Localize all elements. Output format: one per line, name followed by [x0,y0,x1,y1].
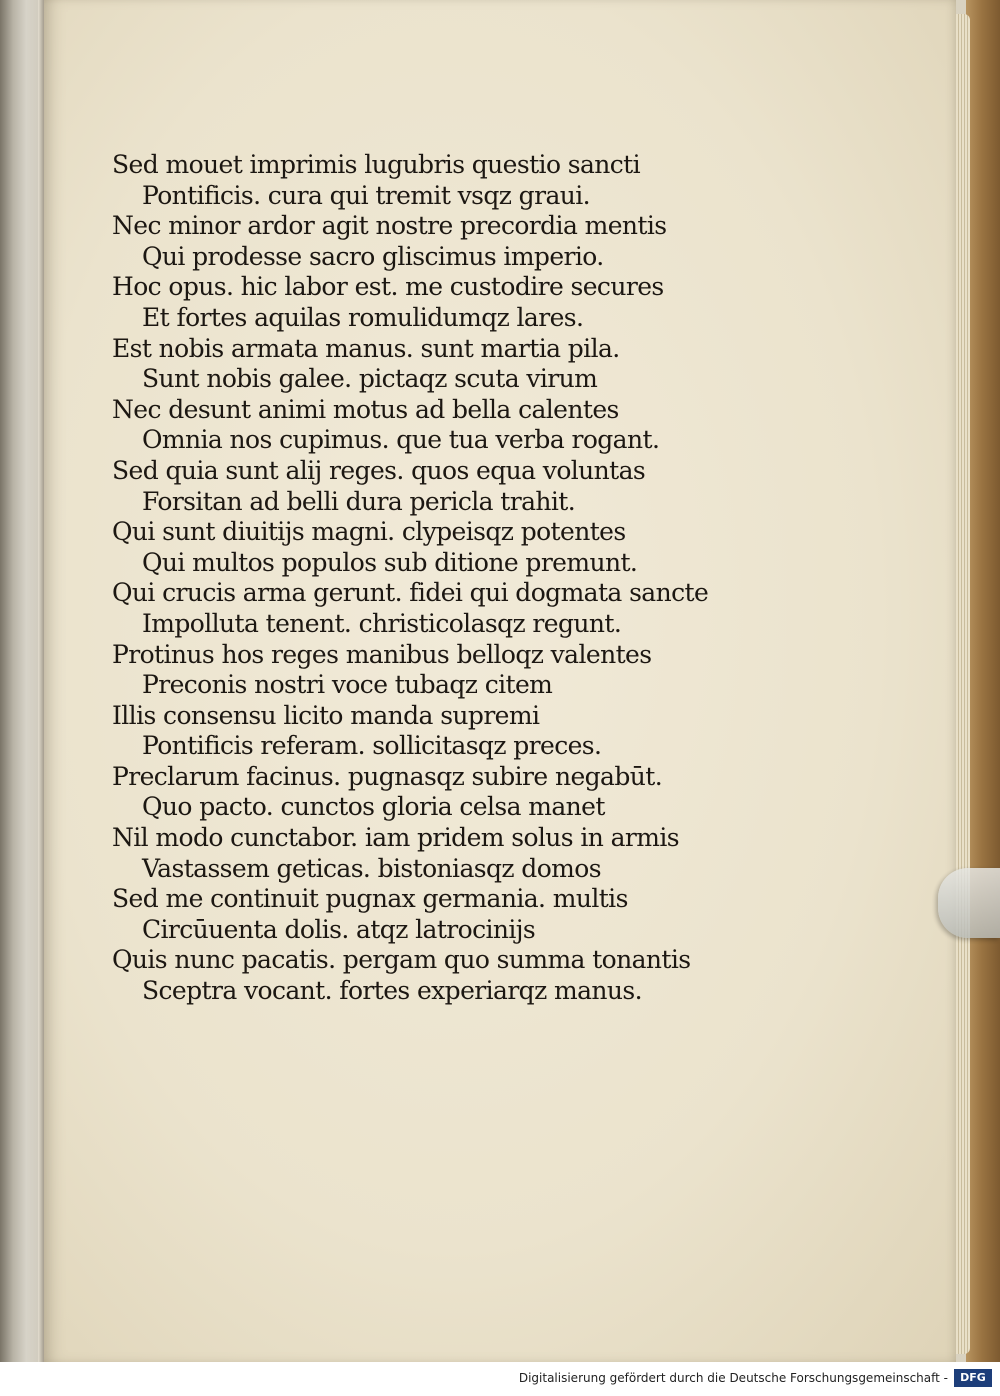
verse-line: Pontificis. cura qui tremit vsqz graui. [142,180,590,210]
verse-line: Sed mouet imprimis lugubris questio sancti [112,150,641,179]
page-clip [938,868,1000,938]
verse-line: Preclarum facinus. pugnasqz subire negabūt. [112,761,663,791]
verse-line: Sed me continuit pugnax germania. multis [112,884,628,914]
verse-line: Illis consensu licito manda supremi [112,700,540,730]
verse-line: Nec minor ardor agit nostre precordia mentis [112,211,667,241]
verse-line: Qui prodesse sacro gliscimus imperio. [142,241,604,271]
verse-line: Circūuenta dolis. atqz latrocinijs [142,914,536,944]
verse-line: Est nobis armata manus. sunt martia pila. [112,333,620,363]
verse-line: Forsitan ad belli dura pericla trahit. [142,486,576,516]
verse-line: Qui sunt diuitijs magni. clypeisqz potentes [112,517,626,547]
verse-line: Sceptra vocant. fortes experiarqz manus. [142,976,642,1006]
verse-line: Et fortes aquilas romulidumqz lares. [142,302,584,332]
verse-line: Sed quia sunt alij reges. quos equa voluntas [112,455,646,485]
book-binding-left [0,0,44,1396]
verse-line: Preconis nostri voce tubaqz citem [142,670,553,700]
verse-line: Quis nunc pacatis. pergam quo summa tonantis [112,945,691,975]
verse-text-block [112,150,732,1007]
verse-line: Qui crucis arma gerunt. fidei qui dogmata sancte [112,578,709,608]
verse-line: Protinus hos reges manibus belloqz valentes [112,639,652,669]
verse-line: Sunt nobis galee. pictaqz scuta virum [142,364,598,394]
digitization-credit: Digitalisierung gefördert durch die Deutsche Forschungsgemeinschaft - [518,1371,948,1385]
dfg-logo: DFG [954,1369,992,1387]
book-cover-edge [966,0,1000,1396]
verse-line: Nil modo cunctabor. iam pridem solus in armis [112,823,680,853]
bleed-through-text [744,250,954,1150]
verse-line: Impolluta tenent. christicolasqz regunt. [142,608,622,638]
footer-bar [0,1362,1000,1396]
verse-line: Omnia nos cupimus. que tua verba rogant. [142,425,660,455]
verse-line: Nec desunt animi motus ad bella calentes [112,394,619,424]
verse-line: Quo pacto. cunctos gloria celsa manet [142,792,605,822]
verse-line: Pontificis referam. sollicitasqz preces. [142,731,602,761]
page-stack-edge [956,14,970,1354]
verse-line: Vastassem geticas. bistoniasqz domos [142,853,601,883]
verse-line: Qui multos populos sub ditione premunt. [142,547,638,577]
verse-line: Hoc opus. hic labor est. me custodire secures [112,272,664,302]
